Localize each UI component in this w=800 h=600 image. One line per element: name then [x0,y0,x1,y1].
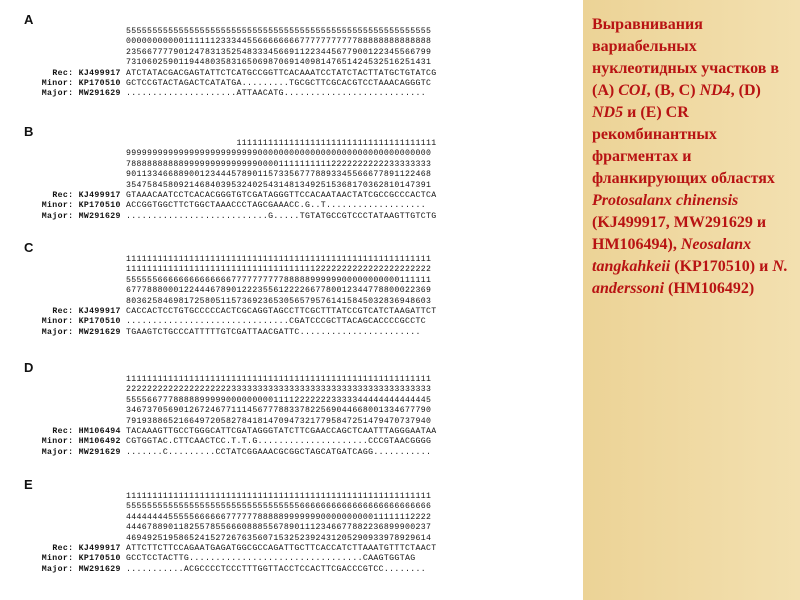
caption-text: и (E) CR рекомбинантных фрагментах и фланкирующих областях [592,104,775,187]
sequence-row [0,191,582,201]
sequence-text: TGAAGTCTGCCCATTTTTGTCGATTAACGATTC....................... [126,327,421,337]
position-digits: 9999999999999999999999999000000000000000000000000000000000 [126,149,432,159]
position-index-row [0,297,582,307]
position-digits: 4446788901182557855666088855678901112346677882236899900237 [126,523,432,533]
panel-letter: A [24,12,34,27]
position-digits: 1111111111111111111111111111111111112222222222222222222222 [126,265,432,275]
caption-text: Выравнивания вариабельных нуклеотидных участков в (A) [592,16,780,99]
sequence-row [0,212,582,222]
position-digits: 1111111111111111111111111111111111111111111111111111111111 [126,255,432,264]
sequence-label: Minor: KP170510 [41,78,126,88]
position-digits: 4444444455555666666777777888889999999000000000011111112222 [126,512,432,522]
sequence-text: GCTCCGTACTAGACTCATATGA.........TGCGCTTCGCACGTCCTAAACAGGGTC [126,78,432,88]
caption-italic-term: COI [618,82,647,99]
position-digits: 8036258469817258051157369236530565795761415845032836948603 [126,296,432,306]
sequence-text: TACAAAGTTGCCTGGGCATTCGATAGGGTATCTTCGAACCAGCTCAATTTAGGGAATAA [126,426,437,436]
caption-italic-term: ND4 [699,82,731,99]
position-digits: 4694925195865241527267635607153252392431205290933978929614 [126,533,432,543]
position-digits: 5555556666666666666677777777778888899999900000000000111111 [126,275,432,285]
position-index-row [0,265,582,275]
position-digits: 5555555555555555555555555555555555555555555555555555555555 [126,27,432,36]
position-index-row [0,502,582,512]
position-index-row [0,255,582,265]
position-index-row [0,160,582,170]
sequence-label: Major: MW291629 [41,211,126,221]
alignment-block [0,375,582,458]
sequence-label: Rec: KJ499917 [52,190,126,200]
caption-text: (KP170510) и [670,258,773,275]
sequence-row [0,544,582,554]
position-digits: 3467370569012672467711145677788337822569044668001334677790 [126,406,432,416]
position-index-row [0,48,582,58]
panel-letter: D [24,360,34,375]
sequence-text: .......C.........CCTATCGGAAACGCGGCTAGCATGATCAGG........... [126,447,432,457]
sequence-row [0,427,582,437]
alignment-block [0,492,582,575]
sequence-label: Minor: KP170510 [41,554,126,564]
caption-text: (HM106492) [664,280,755,297]
position-digits: 1111111111111111111111111111111111111111111111111111111111 [126,375,432,384]
sequence-label: Minor: KP170510 [41,317,126,327]
caption-italic-term: ND5 [592,104,624,121]
sequence-text: ...........ACGCCCCTCCCTTTGGTTACCTCCACTTCGACCCGTCC........ [126,564,427,574]
position-index-row [0,534,582,544]
sequence-text: ...........................G.....TGTATGCCGTCCCTATAAGTTGTCTG [126,211,437,221]
sequence-label: Rec: KJ499917 [52,543,126,553]
position-index-row [0,139,582,149]
position-index-row [0,37,582,47]
position-index-row [0,523,582,533]
alignment-block [0,139,582,222]
sequence-row [0,448,582,458]
sequence-row [0,89,582,99]
position-index-row [0,149,582,159]
position-digits: 3547584580921468403953240254314813492515368170362810147391 [126,180,432,190]
sequence-label: Rec: KJ499917 [52,306,126,316]
sequence-row [0,565,582,575]
sequence-label: Minor: HM106492 [41,437,126,447]
position-index-row [0,396,582,406]
sequence-text: ATCTATACGACGAGTATTCTCATGCCGGTTCACAAATCCTATCTACTTATGCTGTATCG [126,68,437,78]
position-index-row [0,276,582,286]
sequence-label: Rec: KJ499917 [52,68,126,78]
position-digits: 6777888000122444678901222355612222667780012344778800022369 [126,286,432,296]
position-index-row [0,406,582,416]
sequence-row [0,554,582,564]
position-index-row [0,513,582,523]
sequence-row [0,201,582,211]
position-digits: 5555667778888899999000000000111122222223333344444444444445 [126,395,432,405]
sequence-label: Major: MW291629 [41,327,126,337]
caption-italic-term: Neosalanx tangkahkeii [592,236,752,275]
caption-panel [583,0,800,600]
figure-caption [592,14,792,300]
sequence-text: CACCACTCCTGTGCCCCCACTCGCAGGTAGCCTTCGCTTTATCCGTCATCTAAGATTCT [126,306,437,316]
sequence-text: ATTCTTCTTCCAGAATGAGATGGCGCCAGATTGCTTCACCATCTTAAATGTTTCTAACT [126,543,437,553]
position-digits: 0000000000011111123334455666666667777777777788888888888888 [126,37,432,47]
alignment-block [0,255,582,338]
sequence-row [0,69,582,79]
position-digits: 2356677779012478313525483334566911223445677900122345566799 [126,47,432,57]
sequence-label: Major: MW291629 [41,89,126,99]
position-digits: 9011334668890012344457890115733567778893345566677891122468 [126,170,432,180]
caption-text: , (B, C) [646,82,700,99]
sequence-text: ACCGGTGGCTTCTGGCTAAACCCTAGCGAAACC.G..T................... [126,201,427,211]
sequence-text: GCCTCCTACTTG.................................CAAGTGGTAG [126,554,416,564]
sequence-label: Major: MW291629 [41,447,126,457]
position-index-row [0,492,582,502]
position-digits: 7888888888899999999999999000011111111112222222222233333333 [126,159,432,169]
panel-letter: E [24,477,33,492]
caption-italic-term: N. anderssoni [592,258,788,297]
position-digits: 5555555555555555555555555555555556666666666666666666666666 [126,502,432,512]
sequence-label: Rec: HM106494 [52,426,126,436]
sequence-row [0,317,582,327]
position-index-row [0,286,582,296]
position-index-row [0,181,582,191]
caption-text: , (D) [730,82,761,99]
position-index-row [0,27,582,37]
sequence-row [0,328,582,338]
panel-letter: B [24,124,34,139]
position-index-row [0,417,582,427]
panel-letter: C [24,240,34,255]
sequence-row [0,307,582,317]
sequence-label: Minor: KP170510 [41,201,126,211]
position-digits: 7310602590119448035831650698706914098147651424532516251431 [126,58,432,68]
sequence-row [0,79,582,89]
alignment-block [0,27,582,100]
sequence-text: GTAAACAATCCTCACACGGGTGTCGATAGGGTTCCACAATAACTATCGCCGCCCACTCA [126,190,437,200]
position-index-row [0,58,582,68]
position-digits: 2222222222222222222233333333333333333333333333333333333333 [126,385,432,395]
sequence-row [0,437,582,447]
sequence-text: CGTGGTAC.CTTCAACTCC.T.T.G.....................CCCGTAACGGGG [126,437,432,447]
caption-italic-term: Protosalanx chinensis [592,192,739,209]
position-index-row [0,170,582,180]
sequence-text: ...............................CGATCCCGCTTACAGCACCCCGCCTC [126,317,427,327]
caption-text: (KJ499917, MW291629 и HM106494), [592,214,767,253]
position-digits: 7919388652166497205827841814709473217795847251479470737940 [126,416,432,426]
position-index-row [0,385,582,395]
position-digits: 11111111111111111111111111111111111111 [126,139,437,148]
sequence-label: Major: MW291629 [41,564,126,574]
sequence-text: .....................ATTAACATG........................... [126,89,427,99]
position-digits: 1111111111111111111111111111111111111111111111111111111111 [126,492,432,501]
position-index-row [0,375,582,385]
